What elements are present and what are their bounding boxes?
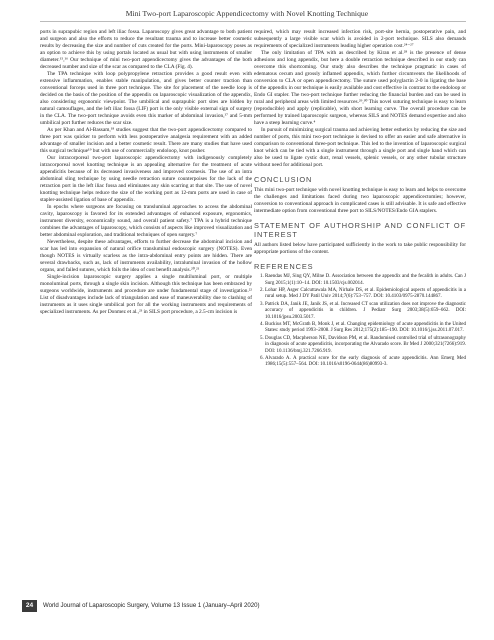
body-paragraph: The only limitation of TPA with as described by Kiran et al.²⁸ is the presence of dense adhesions and long appendix, but here a double retraction technique described in our study can overcome this shortcoming. Our study also describes the technique pragmatic in cases of edematous cecum and grossly inflamed appendix, which further circumvents the likelihoods of conversion to CLA or open appendicectomy. The suture used polyglactin 2-0 in ligating the base of the appendix in our technique is easily available and cost effective in contrast to the endoloop or Endo GI stapler. The two-port technique further reducing the financial burden and can be used in rural and peripheral areas with limited resources.²⁹,³⁰ This novel suturing technique is easy to learn (reproducible) and apply (replicable), with short learning curve. The overall procedure can be performed by trained laparoscopic surgeon, whereas SILS and NOTES demand expertise and also have a steep learning curve.⁴ [254, 50, 466, 126]
reference-item: 1. Raendas MJ, Sing QY, Milne D. Association between the appendix and the fecalith in adults. Can J Surg 2015;1(1):10–14. DOI: 10.1503/cjs.002014. [265, 274, 466, 287]
right-column [254, 29, 466, 370]
body-paragraph: The TPA technique with loop polypropylene retraction provides a good result even with extensive inflammation, enables stable manipulation, and gives better counter traction than conventional forceps used in three port technique. The site for placement of the needle loop is decided on the basis of the position of the appendix on laparoscopic visualization of the appendix, also considering ergonomic viewpoint. The umbilical and suprapubic port sites are hidden by natural camouflages, and the left iliac fossa (LIF) port is the only visible external sign of surgery in the CLA. The two-port technique avoids even this marker of abdominal invasion,¹⁷ and 5-mm umbilical port further reduces the scar size. [40, 71, 252, 126]
body-paragraph: Our intracorporeal two-port laparoscopic appendicectomy with indigenously completely intracorporeal novel knotting technique is an appealing alternative for the treatment of acute appendicitis because of its decreased invasiveness and improved cosmesis. The use of an intra abdominal sling technique by using needle retraction suture counterpoises for the lack of the retraction port in the left iliac fossa and eliminates any skin scarring at that site. The use of novel knotting technique helps reduce the size of the working port as 12-mm ports are used in case of stapler-assisted ligation of base of appendix. [40, 155, 252, 203]
body-paragraph: In epochs where surgeons are focusing on transluminal approaches to access the abdominal cavity, laparoscopy is favored for its extended advantages of enhanced exposure, ergonomics, instrument diversity, economically sound, and overall patient safety.⁷ TPA is a hybrid technique combines the advantages of laparoscopy, which consists of aspects like improved visualization and better abdominal exploration, and traditional techniques of open surgery.⁷ [40, 204, 252, 238]
body-paragraph: In pursuit of minimizing surgical trauma and achieving better esthetics by reducing the size and number of ports, this mini two-port technique is devised to offer an easier and safe alternative in comparison to conventional three-port technique. This led to the invention of laparoscopic surgical knot which can be tied with a single instrument through a single port and single hand which can also be used to ligate cystic duct, renal vessels, splenic vessels, or any other tubular structure without need for additional port. [254, 127, 466, 168]
page-footer [22, 600, 362, 612]
reference-item: 3. Patrick DA, Janik JE, Janik JS, et al. Increased CT scan utilization does not improve the diagnostic accuracy of appendicitis in children. J Pediatr Surg 2003;38(5):659–662. DOI: 10.1016/jpsu.2003.5017. [265, 302, 466, 322]
header-divider [40, 21, 466, 22]
running-head: Mini Two-port Laparoscopic Appendicectomy with Novel Knotting Technique [125, 9, 369, 18]
reference-item: 5. Douglas CD, Macpherson NE, Davidson PM, et al. Randomised controlled trial of ultrasonography in diagnosis of acute appendicitis, incorporating the Alvarado score. Br Med J 2000;321(7266):919. DOI: 10.1136/bmj.321.7266.919. [265, 336, 466, 356]
page-number: 24 [22, 600, 37, 612]
conclusion-heading: CONCLUSION [254, 175, 313, 184]
reference-item: 4. Buckius MT, McGrath B, Monk J, et al. Changing epidemiology of acute appendicitis in the United States: study period 1993–2008. J Surg Res 2012;175(2):185–190. DOI: 10.1016/j.jss.2011.07.017. [265, 322, 466, 335]
coi-heading: STATEMENT OF AUTHORSHIP AND CONFLICT OF INTEREST [254, 221, 466, 239]
conclusion-text: This mini two-port technique with novel knotting technique is easy to learn and helps to overcome the challenges and limitations faced during two laparoscopic appendicectomies; however, conversion to conventional approach in complicated cases is still advisable. It is safe and effective intermediate option from conventional three port to SILS/NOTES/Endo GIA staplers. [254, 187, 466, 214]
body-paragraph: Nevertheless, despite these advantages, efforts to further decrease the abdominal incision and scar has led into expansion of natural orifice transluminal endoscopic surgery (NOTES). Even though NOTES is virtually scarless as the intra-abdominal entry points are hidden. There are several drawbacks, such as, lack of instruments availability, intraluminal invasion of the hollow organs, and failed sutures, which foils the idea of cost benefit analysis.²⁰,²¹ [40, 239, 252, 273]
references-heading: REFERENCES [254, 262, 314, 271]
body-paragraph: required, which may result increased infection risk, port-site hernia, postoperative pain, and subsequently a large visible scar which is avoided in 2-port technique. SILS also demands requirements of specialized instruments leading higher operation cost.²⁴⁻²⁷ [254, 29, 466, 49]
body-paragraph: As per Khan and Al-Bassam,¹⁸ studies suggest that the two-port appendicectomy compared to three port was quicker to perform with less postoperative analgesia requirement with an added advantage of smaller incision and a better cosmetic result. There are many studies that have used this surgical technique¹⁹ but with use of commercially endoloop, knot pusher. [40, 127, 252, 154]
journal-citation: World Journal of Laparoscopic Surgery, Volume 13 Issue 1 (January–April 2020) [43, 602, 260, 609]
reference-item: 6. Alvarado A. A practical score for the early diagnosis of acute appendicitis. Ann Emerg Med 1986;15(5):557–564. DOI: 10.1016/s0196-0644(86)80993-3. [265, 356, 466, 369]
left-column [40, 29, 252, 316]
body-paragraph: Single-incision laparoscopic surgery applies a single multiluminal port, or multiple monoluminal ports, through a single skin incision. Although this technique has been embraced by surgeons worldwide, instruments and procedure are under fundamental stage of investigation.²² List of disadvantages include lack of triangulation and ease of maneuverability due to clashing of instruments as it uses single umbilical port for all the working instruments and requirements of specialized instruments. As per Donmez et al.,²³ in SILS port procedure, a 2.5-cm incision is [40, 274, 252, 315]
reference-item: 2. Lohar HP, Asger Calcuttawala MA, Nirhale DS, et al. Epidemiological aspects of appendicitis in a rural setup. Med J DY Patil Univ 2014;7(6):753–757. DOI: 10.4103/0975-2870.144867. [265, 288, 466, 301]
reference-list [254, 274, 466, 369]
body-paragraph: ports in suprapubic region and left iliac fossa. Laparoscopy gives great advantage to both patient and surgeon and also the efforts to reduce the resultant trauma and to increase better cosmetic results by decreasing the size and number of cuts created for the ports. Mini-laparoscopy poses as an option to achieve this by using portals located as usual but with using instruments of smaller diameter.¹⁵,¹⁶ Our technique of mini two-port appendicectomy gives the advantages of the both decreased number and size of the scar as compared to the CLA (Fig. 4). [40, 29, 252, 70]
coi-text: All authors listed below have participated sufficiently in the work to take public responsibility for appropriate portions of the content. [254, 242, 466, 255]
